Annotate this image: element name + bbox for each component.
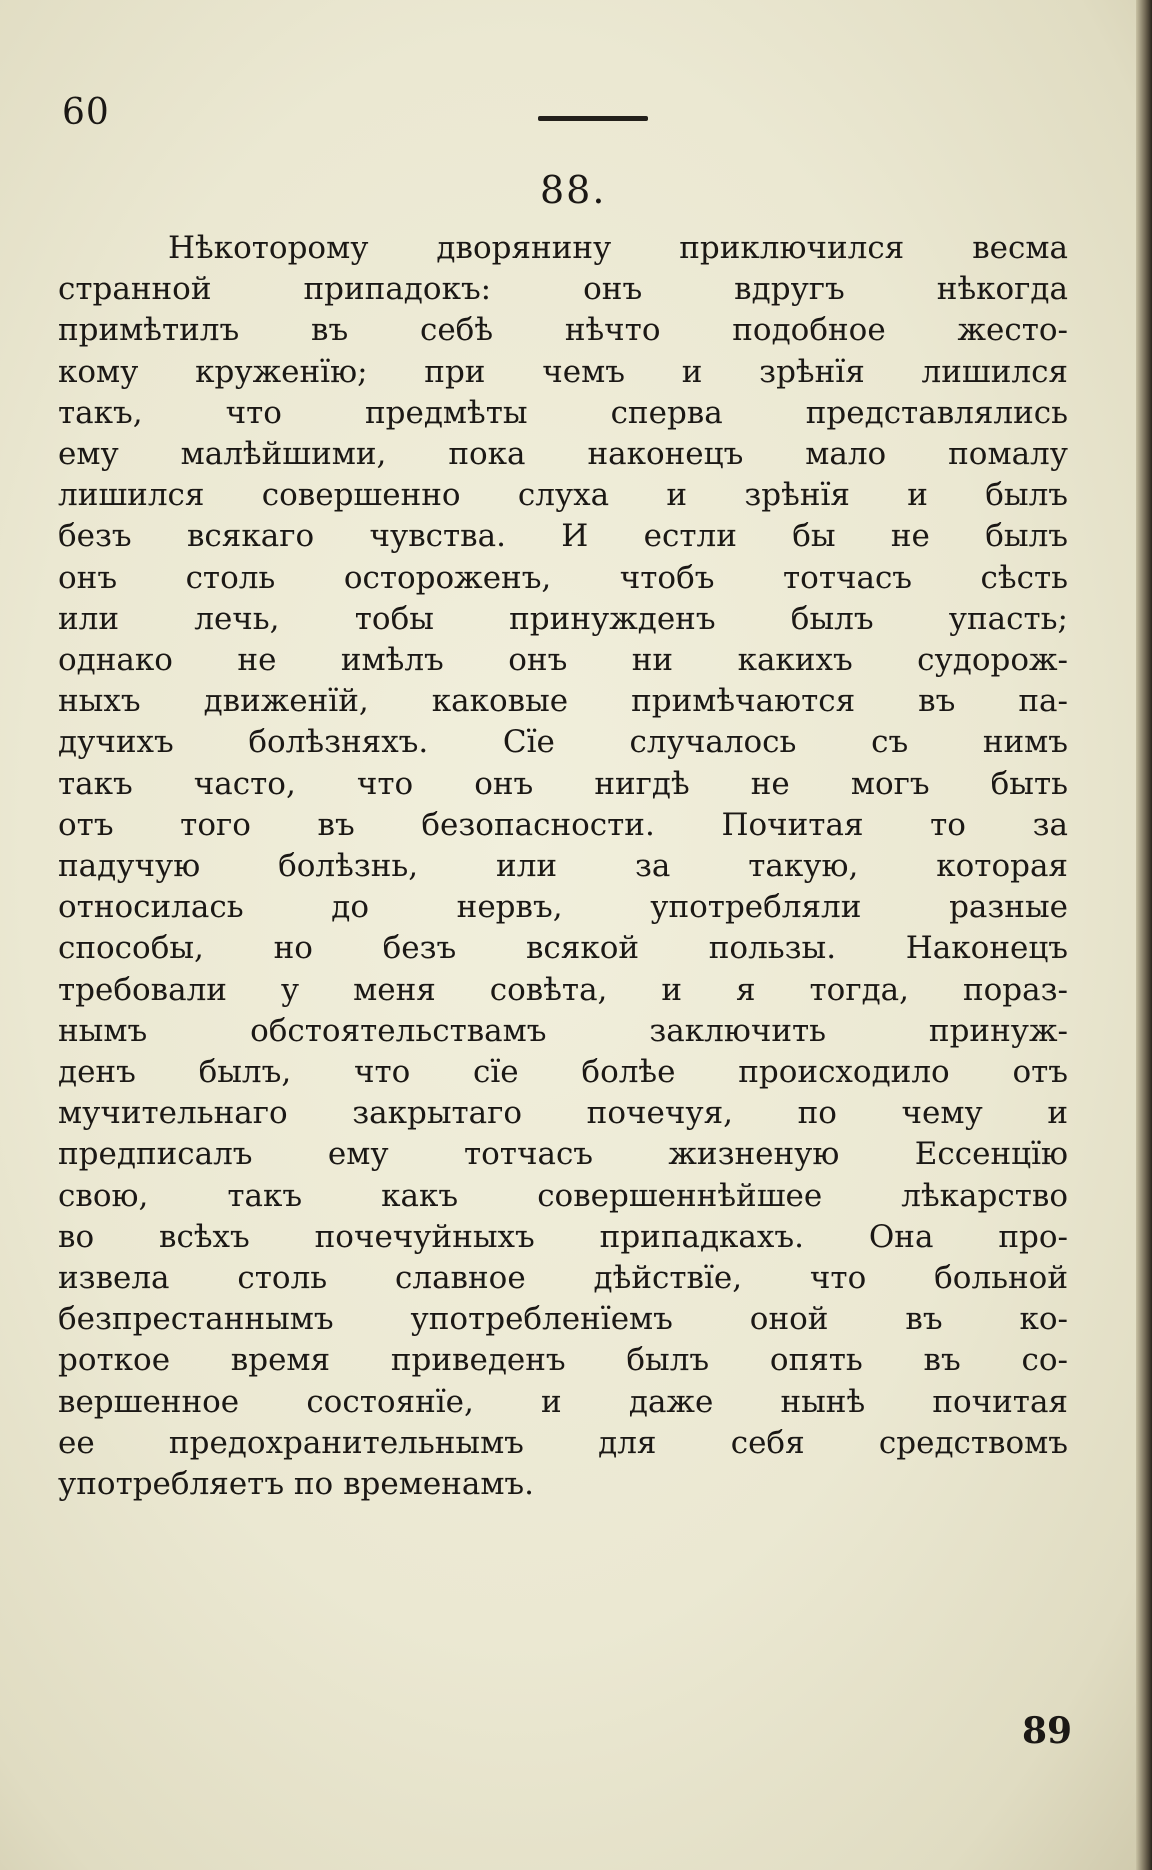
catchword: 89 bbox=[1022, 1710, 1073, 1752]
text-line: странной припадокъ: онъ вдругъ нѣкогда bbox=[58, 271, 1068, 308]
text-line: Нѣкоторому дворянину приключился весма bbox=[168, 230, 1068, 266]
text-line: извела столь славное дѣйствїе, что больной bbox=[58, 1260, 1068, 1297]
body-text bbox=[58, 228, 1068, 1505]
text-line: однако не имѣлъ онъ ни какихъ судорож- bbox=[58, 642, 1068, 679]
text-line: употребляетъ по временамъ. bbox=[58, 1466, 535, 1503]
text-line: безпрестаннымъ употребленїемъ оной въ ко- bbox=[58, 1301, 1068, 1338]
text-line: падучую болѣзнь, или за такую, которая bbox=[58, 848, 1068, 885]
page-edge-shadow bbox=[1136, 0, 1152, 1870]
text-line: такъ часто, что онъ нигдѣ не могъ быть bbox=[58, 765, 1068, 802]
text-line: или лечь, тобы принужденъ былъ упасть; bbox=[58, 600, 1068, 637]
text-line: дучихъ болѣзняхъ. Сїе случалось съ нимъ bbox=[58, 724, 1068, 761]
text-line: такъ, что предмѣты сперва представлялись bbox=[58, 394, 1068, 431]
text-line: ныхъ движенїй, каковые примѣчаются въ па- bbox=[58, 683, 1068, 720]
text-line: кому круженїю; при чемъ и зрѣнїя лишился bbox=[58, 353, 1068, 390]
text-line: безъ всякаго чувства. И естли бы не былъ bbox=[58, 518, 1068, 555]
text-line: свою, такъ какъ совершеннѣйшее лѣкарство bbox=[58, 1177, 1068, 1214]
text-line: предписалъ ему тотчасъ жизненую Ессенцїю bbox=[58, 1136, 1068, 1173]
text-line: ему малѣйшими, пока наконецъ мало помалу bbox=[58, 436, 1068, 473]
page-number: 60 bbox=[62, 92, 110, 133]
text-line: вершенное состоянїе, и даже нынѣ почитая bbox=[58, 1383, 1068, 1420]
text-line: примѣтилъ въ себѣ нѣчто подобное жесто- bbox=[58, 312, 1068, 349]
text-line: онъ столь остороженъ, чтобъ тотчасъ сѣсть bbox=[58, 559, 1068, 596]
text-line: требовали у меня совѣта, и я тогда, пораз- bbox=[58, 971, 1068, 1008]
text-line: во всѣхъ почечуйныхъ припадкахъ. Она про- bbox=[58, 1218, 1068, 1255]
text-line: ее предохранительнымъ для себя средствомъ bbox=[58, 1424, 1068, 1461]
text-line: отъ того въ безопасности. Почитая то за bbox=[58, 806, 1068, 843]
text-line: нымъ обстоятельствамъ заключить принуж- bbox=[58, 1012, 1068, 1049]
text-line: денъ былъ, что сїе болѣе происходило отъ bbox=[58, 1054, 1068, 1091]
text-line: способы, но безъ всякой пользы. Наконецъ bbox=[58, 930, 1068, 967]
header-rule bbox=[538, 116, 648, 121]
text-line: относилась до нервъ, употребляли разные bbox=[58, 889, 1068, 926]
section-number: 88. bbox=[540, 168, 607, 212]
text-line: роткое время приведенъ былъ опять въ со- bbox=[58, 1342, 1068, 1379]
text-line: лишился совершенно слуха и зрѣнїя и былъ bbox=[58, 477, 1068, 514]
text-line: мучительнаго закрытаго почечуя, по чему и bbox=[58, 1095, 1068, 1132]
